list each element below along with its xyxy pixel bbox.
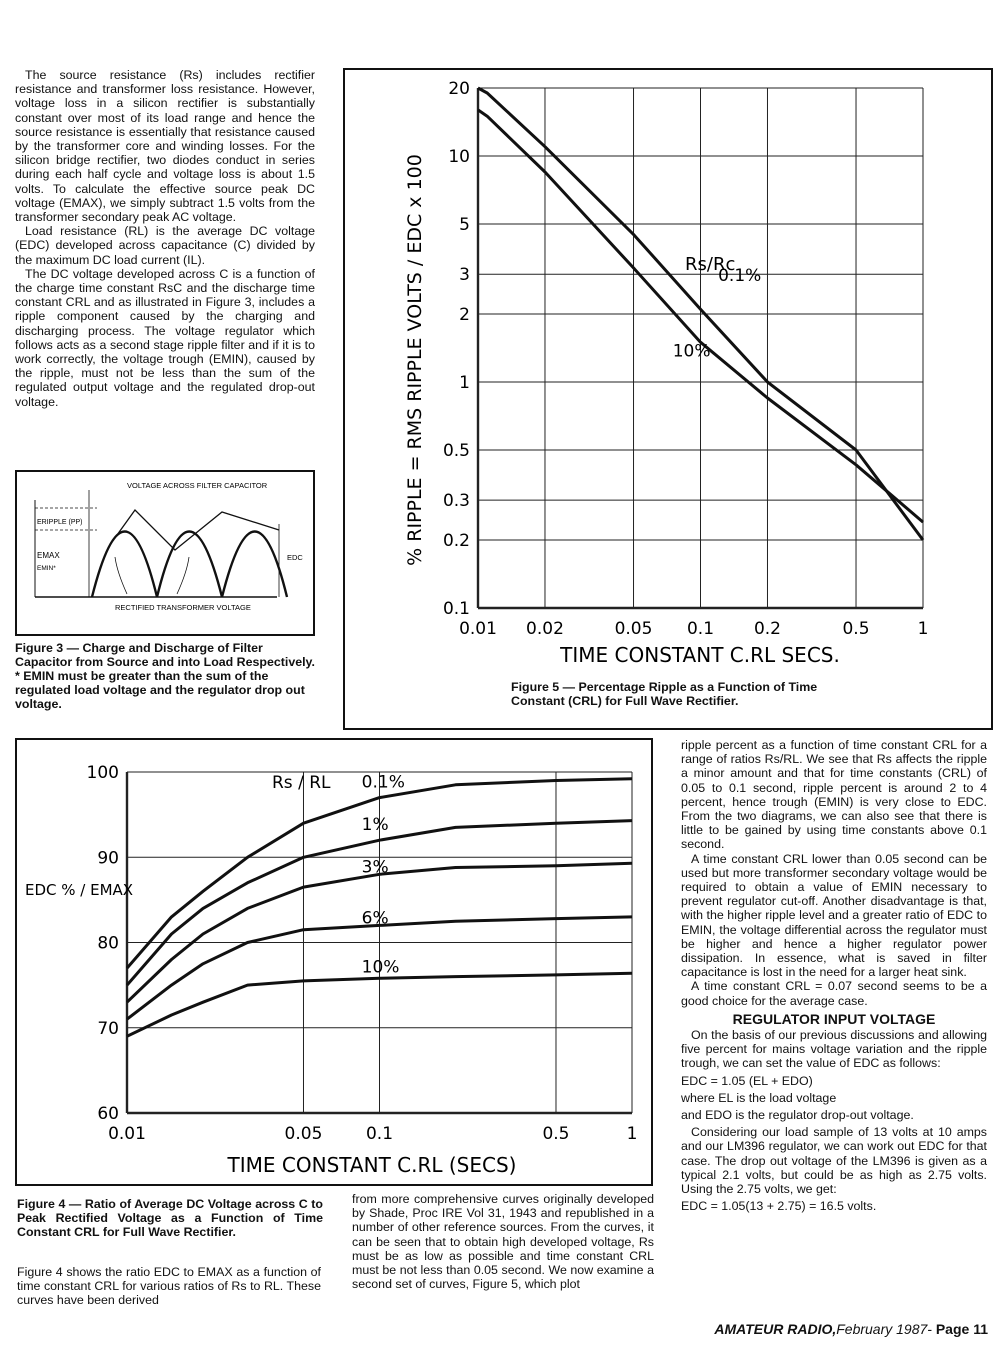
- y-tick-label: 80: [97, 933, 119, 954]
- figure5-legend-title: Rs/Rc: [685, 254, 736, 275]
- figure4-series-label: 3%: [361, 857, 389, 878]
- x-tick-label: 0.01: [108, 1124, 146, 1144]
- figure4-y-axis-label: EDC % / EMAX: [25, 881, 134, 899]
- paragraph-lower-time-constant: A time constant CRL lower than 0.05 second can be used but more transformer secondary voltage would be required to obtain a value of EMIN necessary to prevent regulator cut-off. Another disadvantage is that, with the higher ripple level and a greater ratio of EDC to EMIN, the voltage differential across the regulator must be higher and hence a higher regulator power dissipation. In essence, what is saved in filter capacitance is lost in the need for a larger heat sink.: [681, 851, 987, 980]
- figure5-y-axis-label: % RIPPLE = RMS RIPPLE VOLTS / EDC x 100: [404, 154, 426, 566]
- y-tick-label: 10: [448, 147, 470, 168]
- figure4-caption: Figure 4 — Ratio of Average DC Voltage across C to Peak Rectified Voltage as a Function of Time Constant CRL for Full Wave Rectifier.: [17, 1197, 323, 1239]
- y-tick-label: 5: [459, 215, 470, 236]
- figure4-box: [15, 738, 653, 1186]
- figure3-note: * EMIN must be greater than the sum of the regulated load voltage and the regulator drop out voltage.: [15, 669, 305, 711]
- x-tick-label: 0.05: [614, 619, 653, 639]
- figure4-series-label: 10%: [361, 957, 400, 978]
- paragraph-time-constant-choice: A time constant CRL = 0.07 second seems to be a good choice for the average case.: [681, 979, 987, 1008]
- x-tick-label: 0.1: [365, 1124, 394, 1144]
- figure5-caption: Figure 5 — Percentage Ripple as a Function of Time Constant (CRL) for Full Wave Rectifier.: [511, 680, 818, 708]
- paragraph-figure4-desc: Figure 4 shows the ratio EDC to EMAX as a function of time constant CRL for various ratios of Rs to RL. These curves have been derived: [17, 1265, 321, 1308]
- paragraph-ripple-percent: ripple percent as a function of time constant CRL for a range of ratios Rs/RL. We see that Rs affects the ripple a minor amount and that for time constants (CRL) of 0.05 to 0.1 second, ripple percent is around 2 to 4 percent, hence trough (EMIN) is very close to EDC. From the two diagrams, we can also see that there is little to be gained by using time constants above 0.1 second.: [681, 738, 987, 852]
- x-tick-label: 1: [626, 1124, 638, 1144]
- y-tick-label: 0.3: [442, 491, 470, 512]
- x-tick-label: 0.02: [526, 619, 564, 639]
- figure3-caption-text: Figure 3 — Charge and Discharge of Filter Capacitor from Source and into Load Respectively.: [15, 641, 315, 669]
- figure3-box: [15, 470, 315, 636]
- footer-journal: AMATEUR RADIO,: [714, 1321, 837, 1337]
- bottom-left-text: [17, 1265, 321, 1308]
- y-tick-label: 3: [459, 265, 470, 286]
- figure3-label-eripple: ERIPPLE (PP): [37, 519, 83, 526]
- y-tick-label: 90: [97, 848, 119, 869]
- y-tick-label: 1: [459, 373, 470, 394]
- equation-result: EDC = 1.05(13 + 2.75) = 16.5 volts.: [681, 1199, 877, 1214]
- x-tick-label: 0.5: [542, 1124, 570, 1144]
- y-tick-label: 70: [97, 1018, 119, 1039]
- figure3-label-bottom: RECTIFIED TRANSFORMER VOLTAGE: [115, 603, 251, 612]
- figure3-label-emin: EMIN*: [37, 565, 56, 572]
- equation-edc: EDC = 1.05 (EL + EDO): [681, 1073, 813, 1088]
- figure3-diagram: [17, 472, 313, 634]
- figure4-series-label: 6%: [361, 908, 389, 929]
- paragraph-where-el: where EL is the load voltage: [681, 1090, 837, 1105]
- figure5-series-label: 10%: [672, 341, 711, 362]
- x-tick-label: 0.5: [842, 619, 870, 639]
- y-tick-label: 60: [97, 1104, 119, 1124]
- bottom-middle-text: [352, 1192, 654, 1291]
- footer-page: Page 11: [935, 1321, 988, 1337]
- y-tick-label: 2: [459, 304, 470, 325]
- y-tick-label: 0.2: [442, 530, 470, 551]
- figure3-label-edc: EDC: [287, 553, 303, 562]
- x-tick-label: 0.1: [686, 619, 715, 639]
- figure4-series-label: 1%: [361, 814, 389, 835]
- figure5-box: [343, 68, 993, 730]
- page-footer: [714, 1321, 988, 1337]
- paragraph-shade-curves: from more comprehensive curves originally developed by Shade, Proc IRE Vol 31, 1943 and republished in a number of other reference sources. From the curves, it can be seen that to obtain high developed voltage, Rs must be as low as possible and time constant CRL must be not less than 0.05 second. We now examine a second set of curves, Figure 5, which plot: [352, 1192, 654, 1292]
- paragraph-source-resistance: The source resistance (Rs) includes rectifier resistance and transformer loss resistance. However, voltage loss in a silicon rectifier is substantially constant over most of its load range and hence the source resistance is essentially that resistance caused by the transformer core and winding losses. For the silicon bridge rectifier, two diodes conduct in series during each half cycle and voltage loss is about 1.5 volts. To calculate the effective source peak DC voltage (EMAX), we simply subtract 1.5 volts from the transformer secondary peak AC voltage.: [15, 68, 315, 225]
- figure5-x-axis-label: TIME CONSTANT C.RL SECS.: [560, 643, 840, 667]
- figure4-x-axis-label: TIME CONSTANT C.RL (SECS): [227, 1153, 517, 1177]
- figure3-label-emax: EMAX: [37, 551, 60, 560]
- figure4-legend-title: Rs / RL: [272, 773, 331, 793]
- figure5-series-label: 0.1%: [718, 265, 762, 286]
- section-heading: REGULATOR INPUT VOLTAGE: [732, 1010, 936, 1027]
- y-tick-label: 100: [86, 763, 119, 783]
- y-tick-label: 20: [448, 79, 470, 99]
- y-tick-label: 0.1: [442, 599, 470, 619]
- x-tick-label: 0.2: [753, 619, 782, 639]
- paragraph-dc-voltage: The DC voltage developed across C is a function of the charge time constant RsC and the discharge time constant CRL and as illustrated in Figure 3, includes a ripple component caused by the charging and discharging process. The voltage regulator which follows acts as a second stage ripple filter and if it is to work correctly, the voltage trough (EMIN), caused by the ripple, must not be less than the sum of the regulated output voltage and the regulated drop-out voltage.: [15, 266, 315, 409]
- paragraph-load-sample: Considering our load sample of 13 volts at 10 amps and our LM396 regulator, we can work out EDC for that case. The drop out voltage of the LM396 is given as a typical 2.1 volts, but could be as high as 2.75 volts. Using the 2.75 volts, we get:: [681, 1125, 987, 1197]
- figure5-chart: [345, 70, 991, 728]
- figure3-label-top: VOLTAGE ACROSS FILTER CAPACITOR: [127, 481, 268, 490]
- right-column-text: [681, 738, 987, 1217]
- figure3-caption: [15, 641, 317, 711]
- left-column-text: [15, 68, 315, 409]
- paragraph-and-edo: and EDO is the regulator drop-out voltage.: [681, 1108, 914, 1123]
- figure4-series-label: 0.1%: [361, 772, 405, 793]
- x-tick-label: 0.05: [284, 1124, 323, 1144]
- figure4-chart: [17, 740, 651, 1184]
- paragraph-basis: On the basis of our previous discussions and allowing five percent for mains voltage variation and the ripple trough, we can set the value of EDC as follows:: [681, 1028, 987, 1071]
- paragraph-load-resistance: Load resistance (RL) is the average DC voltage (EDC) developed across capacitance (C) divided by the maximum DC load current (IL).: [15, 224, 315, 267]
- y-tick-label: 0.5: [442, 441, 470, 462]
- x-tick-label: 1: [917, 619, 929, 639]
- x-tick-label: 0.01: [459, 619, 497, 639]
- footer-date: February 1987-: [836, 1321, 932, 1337]
